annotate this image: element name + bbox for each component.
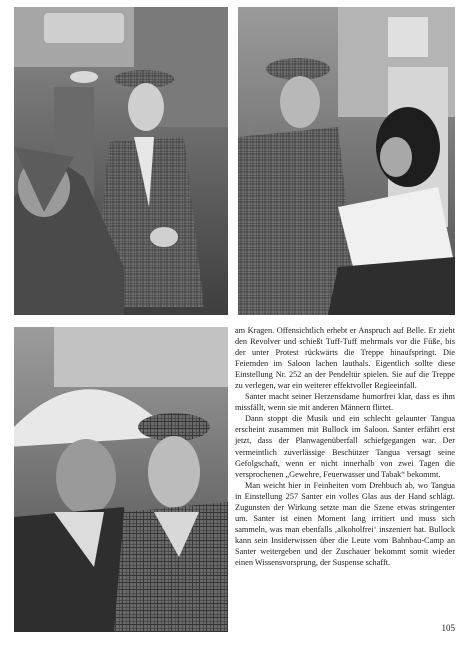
paragraph: Santer macht seiner Herzensdame humorfrei klar, dass es ihm missfällt, wenn sie mit anderen Männern flirtet. [235,392,455,413]
page-number: 105 [441,623,455,633]
photo-top-right [238,7,455,315]
paragraph: Dann stoppt die Musik und ein schlecht gelaunter Tangua erscheint zusammen mit Bullock im Saloon. Santer erfährt erst jetzt, dass der Planwagenüberfall schiefgegangen war. Der vermeintlich zuverlässige Beschützer Tangua versagt seine Gefolgschaft, wenn er nicht innerhalb von zwei Tagen die versprochenen „Gewehre, Feuerwasser und Tabak“ bekommt. [235,414,455,479]
paragraph: am Kragen. Offensichtlich erhebt er Anspruch auf Belle. Er zieht den Revolver und schießt Tuff-Tuff mehrmals vor die Füße, bis der unter Protest rückwärts die Treppe hinaufspringt. Die Feiernden im Saloon lachen lauthals. Eigentlich sollte diese Einstellung Nr. 252 an der Pendeltür spielen. Sie auf die Treppe zu verlegen, war ein weiterer effektvoller Regieeinfall. [235,326,455,391]
body-text [235,325,455,568]
photo-top-left [14,7,228,315]
photo-bottom-left [14,327,228,632]
paragraph: Man weicht hier in Feinheiten vom Drehbuch ab, wo Tangua in Einstellung 257 Santer ein volles Glas aus der Hand schlägt. Zugunsten der Wirkung setzte man die Szene etwas stringenter um. Santer ist einen Moment lang irritiert und muss sich sammeln, was man ebenfalls ‚alkoholfrei‘ inszeniert hat. Bullock kann sein Insiderwissen über die Leute vom Bahnbau-Camp an Santer weitergeben und der Zuschauer bekommt somit wieder einen Wissensvorsprung, der Suspense schafft. [235,480,455,567]
